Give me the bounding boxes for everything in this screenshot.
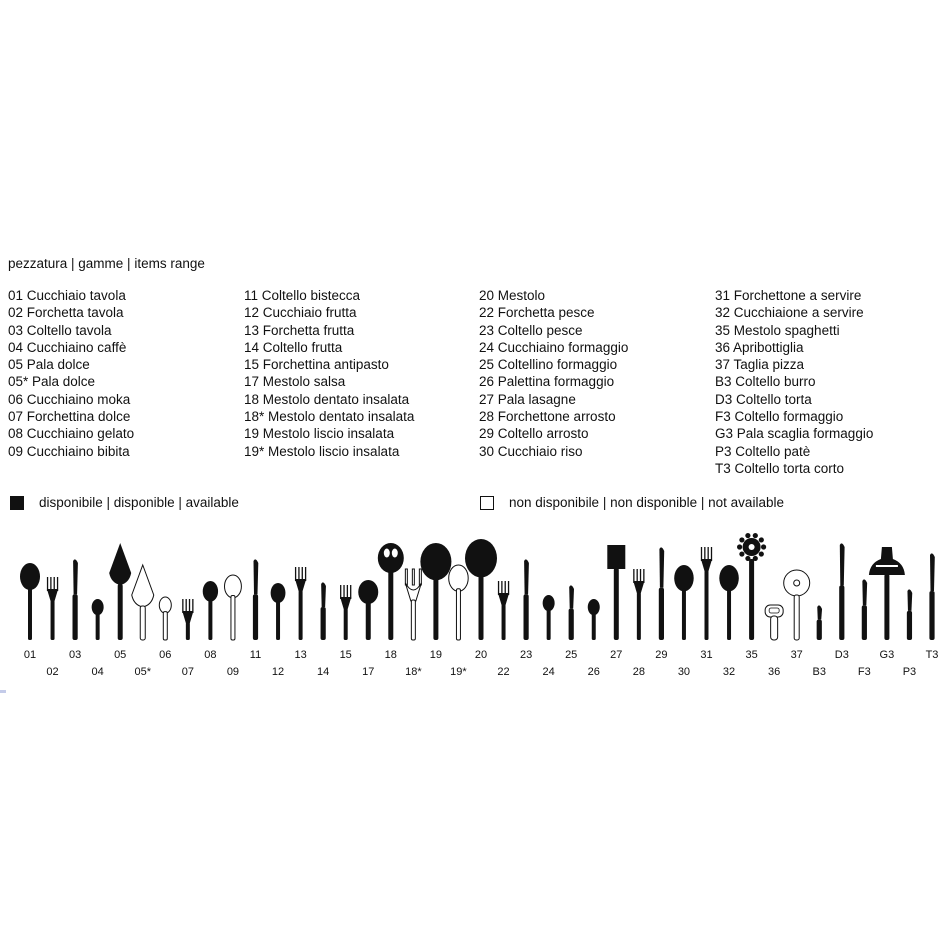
utensil-11	[253, 559, 258, 640]
utensil-code-label: 19*	[450, 666, 467, 678]
utensil-code-label: 27	[610, 649, 623, 661]
utensil-03	[73, 559, 78, 640]
items-range-heading: pezzatura | gamme | items range	[8, 256, 205, 271]
items-column-1	[8, 287, 134, 460]
item-entry: B3 Coltello burro	[715, 374, 816, 390]
utensil-code-label: 37	[790, 649, 803, 661]
utensil-24	[543, 595, 555, 640]
item-entry: 19* Mestolo liscio insalata	[244, 443, 400, 459]
utensil-code-label: 26	[587, 666, 600, 678]
utensil-code-label: 22	[497, 666, 510, 678]
utensil-code-label: 30	[677, 666, 691, 678]
item-entry: 05* Pala dolce	[8, 374, 96, 390]
item-entry: 08 Cucchiaino gelato	[8, 426, 135, 442]
item-entry: 04 Cucchiaino caffè	[8, 339, 127, 355]
utensil-23	[524, 559, 529, 640]
item-entry: 07 Forchettina dolce	[8, 409, 131, 425]
item-entry: D3 Coltello torta	[715, 391, 812, 407]
utensil-32	[719, 565, 739, 640]
items-column-2	[244, 287, 414, 460]
utensil-code-label: 15	[339, 649, 352, 661]
item-entry: 13 Forchetta frutta	[244, 322, 355, 338]
utensil-p3	[907, 589, 912, 640]
item-entry: 27 Pala lasagne	[479, 391, 576, 407]
utensil-31	[701, 547, 712, 640]
utensil-code-label: 24	[542, 666, 555, 678]
item-entry: 05 Pala dolce	[8, 357, 90, 373]
item-entry: 25 Coltellino formaggio	[479, 357, 618, 373]
utensil-code-label: 04	[91, 666, 104, 678]
utensil-18-star	[405, 569, 421, 640]
item-entry: 15 Forchettina antipasto	[244, 357, 389, 373]
utensil-d3	[839, 543, 844, 640]
utensil-36	[765, 605, 783, 640]
utensil-22	[498, 581, 509, 640]
item-entry: 26 Palettina formaggio	[479, 374, 615, 390]
utensil-12	[271, 583, 286, 640]
utensil-code-label: 25	[565, 649, 578, 661]
item-entry: 22 Forchetta pesce	[479, 305, 595, 321]
utensil-code-label: 18*	[405, 666, 422, 678]
utensil-code-label: 02	[46, 666, 59, 678]
utensil-09	[225, 575, 242, 640]
utensil-code-label: 11	[249, 649, 262, 661]
utensil-28	[633, 569, 644, 640]
legend-available	[10, 495, 239, 510]
utensil-code-label: 29	[655, 649, 668, 661]
utensil-code-label: 14	[317, 666, 330, 678]
item-entry: 12 Cucchiaio frutta	[244, 305, 357, 321]
utensil-code-label: 18	[384, 649, 397, 661]
utensil-code-label: 05	[114, 649, 127, 661]
item-entry: T3 Coltello torta corto	[715, 460, 845, 476]
utensil-code-label: 36	[768, 666, 781, 678]
utensil-code-label: 17	[362, 666, 375, 678]
utensil-code-label: 09	[226, 666, 240, 678]
item-entry: 28 Forchettone arrosto	[479, 409, 616, 425]
utensil-code-label: 07	[181, 666, 194, 678]
item-entry: 18* Mestolo dentato insalata	[244, 409, 415, 425]
utensil-14	[321, 582, 326, 640]
utensil-code-label: 35	[745, 649, 758, 661]
item-entry: 17 Mestolo salsa	[244, 374, 346, 390]
item-entry: G3 Pala scaglia formaggio	[715, 426, 874, 442]
items-column-3	[479, 287, 628, 460]
utensil-19	[420, 543, 451, 640]
utensil-code-label: 32	[722, 666, 736, 678]
utensil-26	[588, 599, 600, 640]
cutlery-lineup	[0, 525, 950, 685]
utensil-30	[674, 565, 694, 640]
utensil-code-label: 23	[519, 649, 533, 661]
item-entry: 23 Coltello pesce	[479, 322, 583, 338]
item-entry: 36 Apribottiglia	[715, 339, 804, 355]
item-entry: 31 Forchettone a servire	[715, 288, 862, 303]
utensil-g3	[869, 547, 905, 640]
utensil-code-label: 12	[271, 666, 285, 678]
utensil-06	[159, 597, 171, 640]
legend-not-available-label: non disponibile | non disponible | not available	[509, 495, 784, 510]
utensil-code-label: 28	[632, 666, 645, 678]
utensil-code-label: 31	[700, 649, 713, 661]
utensil-37	[784, 570, 810, 640]
item-entry: 29 Coltello arrosto	[479, 426, 589, 442]
utensil-code-label: 01	[23, 649, 37, 661]
utensil-17	[358, 580, 378, 640]
utensil-19-star	[449, 565, 469, 640]
utensil-b3	[817, 605, 822, 640]
utensil-code-label: G3	[879, 649, 895, 661]
utensil-05	[109, 543, 131, 640]
utensil-05-star	[132, 565, 154, 640]
item-entry: P3 Coltello patè	[715, 443, 811, 459]
utensil-15	[340, 585, 351, 640]
utensil-20	[465, 539, 497, 640]
item-entry: 09 Cucchiaino bibita	[8, 443, 130, 459]
utensil-29	[659, 547, 664, 640]
edge-mark	[0, 690, 6, 693]
utensil-04	[92, 599, 104, 640]
utensil-t3	[929, 553, 934, 640]
item-entry: 37 Taglia pizza	[715, 357, 805, 373]
utensil-27	[607, 545, 625, 640]
utensil-35	[737, 533, 766, 640]
utensil-code-label: 06	[159, 649, 172, 661]
utensil-02	[47, 577, 58, 640]
items-column-4	[715, 287, 873, 477]
utensil-07	[182, 599, 193, 640]
filled-square-icon	[10, 496, 24, 510]
item-entry: 01 Cucchiaio tavola	[8, 288, 126, 303]
utensil-code-label: 08	[204, 649, 217, 661]
utensil-code-label: F3	[857, 666, 871, 678]
item-entry: 14 Coltello frutta	[244, 339, 343, 355]
item-entry: 24 Cucchiaino formaggio	[479, 339, 629, 355]
empty-square-icon	[480, 496, 494, 510]
utensil-f3	[862, 579, 867, 640]
utensil-code-label: 03	[68, 649, 82, 661]
utensil-01	[20, 563, 40, 640]
item-entry: 06 Cucchiaino moka	[8, 391, 131, 407]
utensil-code-label: D3	[834, 649, 849, 661]
item-entry: 18 Mestolo dentato insalata	[244, 391, 410, 407]
legend-available-label: disponibile | disponible | available	[39, 495, 239, 510]
utensil-code-label: 05*	[134, 666, 152, 678]
utensil-code-label: T3	[925, 649, 939, 661]
item-entry: 30 Cucchiaio riso	[479, 443, 583, 459]
item-entry: F3 Coltello formaggio	[715, 409, 844, 425]
item-entry: 19 Mestolo liscio insalata	[244, 426, 395, 442]
utensil-08	[203, 581, 218, 640]
utensil-code-label: B3	[812, 666, 826, 678]
utensil-code-label: 19	[429, 649, 443, 661]
utensil-code-label: P3	[902, 666, 917, 678]
item-entry: 35 Mestolo spaghetti	[715, 322, 840, 338]
item-entry: 11 Coltello bistecca	[244, 288, 361, 303]
utensil-13	[295, 567, 306, 640]
item-entry: 32 Cucchiaione a servire	[715, 305, 864, 321]
utensil-code-label: 13	[294, 649, 307, 661]
item-entry: 20 Mestolo	[479, 288, 546, 303]
item-entry: 02 Forchetta tavola	[8, 305, 124, 321]
utensil-code-label: 20	[474, 649, 488, 661]
item-entry: 03 Coltello tavola	[8, 322, 112, 338]
legend-not-available	[480, 495, 784, 510]
utensil-18	[378, 543, 404, 640]
utensil-25	[569, 585, 574, 640]
